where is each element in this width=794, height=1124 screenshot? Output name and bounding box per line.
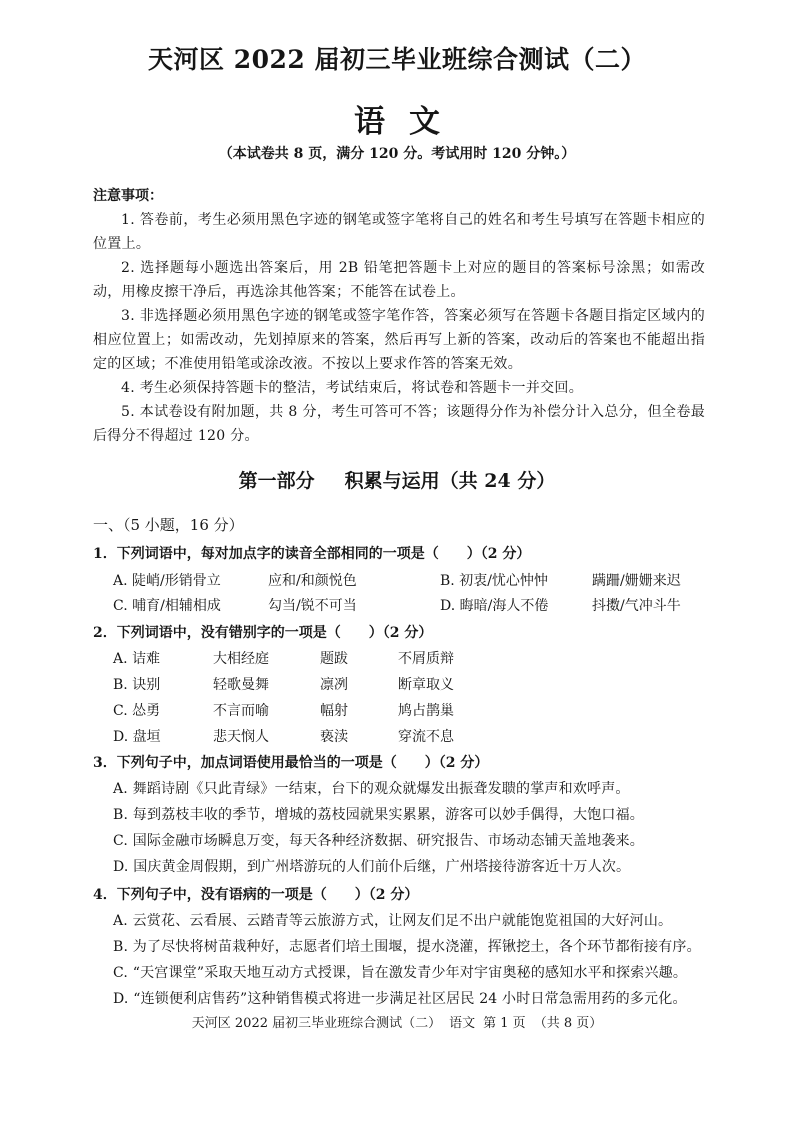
q2-option-a: A. 诘难 [113,651,161,667]
q2-option-b-word3: 凛冽 [320,677,348,693]
q1-option-c: C. 哺育/相辅相成 [113,598,221,614]
notice-item-3: 3. 非选择题必须用黑色字迹的钢笔或签字笔作答，答案必须写在答题卡各题目指定区域内的相应位置上；如需改动，先划掉原来的答案，然后再写上新的答案，改动后的答案也不能超出指定的区域；不准使用铅笔或涂改液。不按以上要求作答的答案无效。 [93,308,705,372]
q1-option-c-pair2: 勾当/锐不可当 [268,598,357,614]
q2-option-b-word4: 断章取义 [398,677,454,693]
part-title: 积累与运用（共 24 分） [344,470,556,492]
q1-option-d-pair2: 抖擞/气冲斗牛 [592,598,681,614]
q2-option-d-word2: 悲天悯人 [213,729,269,745]
footer-total: （共 8 页） [533,1016,603,1031]
footer-subject: 语文 [449,1016,476,1031]
part-label: 第一部分 [238,470,315,492]
q2-option-c-word3: 幅射 [320,703,348,719]
subject-title: 语文 [354,104,464,140]
q3-option-c: C. 国际金融市场瞬息万变，每天各种经济数据、研究报告、市场动态铺天盖地袭来。 [113,833,644,849]
q2-option-d-word4: 穿流不息 [398,729,454,745]
page-footer [0,1012,794,1031]
exam-note: （本试卷共 8 页，满分 120 分。考试用时 120 分钟。） [218,146,576,162]
q2-option-c: C. 怂勇 [113,703,161,719]
notice-item-5: 5. 本试卷设有附加题，共 8 分，考生可答可不答；该题得分作为补偿分计入总分，但全卷最后得分不得超过 120 分。 [93,404,705,444]
question-3-stem: 3．下列句子中，加点词语使用最恰当的一项是（ ）（2 分） [93,755,489,771]
q1-option-b-pair2: 蹒跚/姗姗来迟 [592,573,681,589]
q2-option-a-word4: 不屑质辩 [398,651,454,667]
q3-option-b: B. 每到荔枝丰收的季节，增城的荔枝园就果实累累，游客可以妙手偶得，大饱口福。 [113,807,644,823]
footer-school: 天河区 2022 届初三毕业班综合测试（二） [191,1016,442,1031]
q2-option-b: B. 诀别 [113,677,161,693]
part-heading [0,466,794,493]
footer-page: 第 1 页 [483,1016,526,1031]
q1-option-a: A. 陡峭/形销骨立 [113,573,221,589]
q2-option-a-word2: 大相经庭 [213,651,269,667]
q3-option-a: A. 舞蹈诗剧《只此青绿》一结束，台下的观众就爆发出振聋发聩的掌声和欢呼声。 [113,781,630,797]
exam-title: 天河区 2022 届初三毕业班综合测试（二） [148,45,646,74]
q2-option-d-word3: 亵渎 [320,729,348,745]
notice-item-1: 1. 答卷前，考生必须用黑色字迹的钢笔或签字笔将自己的姓名和考生号填写在答题卡相应的位置上。 [93,212,705,252]
q2-option-d: D. 盘垣 [113,729,161,745]
q1-option-a-pair2: 应和/和颜悦色 [268,573,357,589]
section-heading: 一、（5 小题，16 分） [93,516,244,534]
q1-option-d: D. 晦暗/海人不倦 [440,598,549,614]
q4-option-d: D. “连锁便利店售药”这种销售模式将进一步满足社区居民 24 小时日常急需用药的多元化。 [113,991,687,1007]
q3-option-d: D. 国庆黄金周假期，到广州塔游玩的人们前仆后继，广州塔接待游客近十万人次。 [113,859,631,875]
notice-heading: 注意事项： [93,188,163,204]
q2-option-c-word2: 不言而喻 [213,703,269,719]
q1-option-b: B. 初衷/忧心忡忡 [440,573,548,589]
notice-item-2: 2. 选择题每小题选出答案后，用 2B 铅笔把答题卡上对应的题目的答案标号涂黑；如需改动，用橡皮擦干净后，再选涂其他答案；不能答在试卷上。 [93,260,705,300]
q4-option-a: A. 云赏花、云看展、云踏青等云旅游方式，让网友们足不出户就能饱览祖国的大好河山。 [113,913,673,929]
q2-option-c-word4: 鸠占鹊巢 [398,703,454,719]
question-2-stem: 2．下列词语中，没有错别字的一项是（ ）（2 分） [93,625,433,641]
question-1-stem: 1．下列词语中，每对加点字的读音全部相同的一项是（ ）（2 分） [93,546,531,562]
q4-option-b: B. 为了尽快将树苗栽种好，志愿者们培土围堰，提水浇灌，挥锹挖土，各个环节都衔接有序。 [113,939,701,955]
notice-item-4: 4. 考生必须保持答题卡的整洁，考试结束后，将试卷和答题卡一并交回。 [121,380,584,396]
q2-option-a-word3: 题跋 [320,651,348,667]
question-4-stem: 4．下列句子中，没有语病的一项是（ ）（2 分） [93,887,419,903]
q2-option-b-word2: 轻歌曼舞 [213,677,269,693]
q4-option-c: C. “天宫课堂”采取天地互动方式授课，旨在激发青少年对宇宙奥秘的感知水平和探索兴趣。 [113,965,688,981]
